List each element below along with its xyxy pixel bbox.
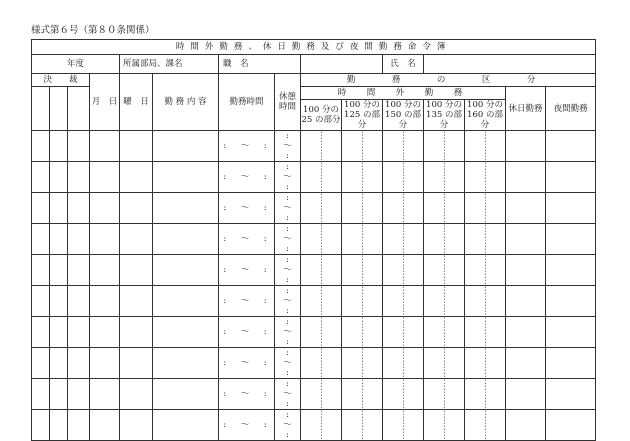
work-content-cell[interactable] — [153, 224, 219, 255]
approval-cell[interactable] — [32, 286, 50, 317]
approval-cell[interactable] — [32, 255, 50, 286]
night-work-cell[interactable] — [546, 255, 596, 286]
night-work-cell[interactable] — [546, 348, 596, 379]
work-hours-cell[interactable]: : 〜 : — [219, 131, 275, 162]
approval-cell[interactable] — [32, 317, 50, 348]
table-row — [32, 162, 596, 193]
entry-rows — [32, 131, 596, 441]
night-work-cell[interactable] — [546, 131, 596, 162]
overtime-order-register — [31, 39, 596, 441]
month-day-cell[interactable] — [90, 348, 120, 379]
table-row — [32, 286, 596, 317]
month-day-cell[interactable] — [90, 410, 120, 441]
approval-slot-2[interactable] — [50, 87, 68, 131]
rate-25-header: 100 分の 25 の部分 — [301, 100, 342, 131]
holiday-work-cell[interactable] — [506, 131, 546, 162]
rate-150-header: 100 分の 150 の部分 — [383, 100, 424, 131]
approval-cell[interactable] — [50, 224, 68, 255]
break-time-cell[interactable]: : 〜 : — [275, 286, 301, 317]
holiday-work-cell[interactable] — [506, 348, 546, 379]
table-row — [32, 317, 596, 348]
weekday-cell[interactable] — [120, 193, 153, 224]
rate-160-cell[interactable] — [465, 286, 506, 317]
rate-125-cell[interactable] — [342, 131, 383, 162]
rate-25-cell[interactable] — [301, 131, 342, 162]
rate-25-cell[interactable] — [301, 224, 342, 255]
break-time-header: 休憩時間 — [275, 74, 301, 131]
rate-125-cell[interactable] — [342, 348, 383, 379]
break-time-cell[interactable]: : 〜 : — [275, 379, 301, 410]
work-content-cell[interactable] — [153, 162, 219, 193]
night-work-cell[interactable] — [546, 410, 596, 441]
holiday-work-cell[interactable] — [506, 286, 546, 317]
approval-slot-1[interactable] — [32, 87, 50, 131]
month-day-cell[interactable] — [90, 255, 120, 286]
rate-135-cell[interactable] — [424, 193, 465, 224]
holiday-work-cell[interactable] — [506, 410, 546, 441]
rate-135-cell[interactable] — [424, 286, 465, 317]
work-hours-cell[interactable]: : 〜 : — [219, 348, 275, 379]
rate-160-cell[interactable] — [465, 255, 506, 286]
approval-cell[interactable] — [68, 162, 90, 193]
work-hours-cell[interactable]: : 〜 : — [219, 255, 275, 286]
work-content-cell[interactable] — [153, 255, 219, 286]
rate-160-cell[interactable] — [465, 162, 506, 193]
night-work-cell[interactable] — [546, 162, 596, 193]
name-value[interactable] — [424, 55, 596, 74]
approval-cell[interactable] — [50, 286, 68, 317]
rate-135-cell[interactable] — [424, 224, 465, 255]
rate-160-cell[interactable] — [465, 193, 506, 224]
rate-150-cell[interactable] — [383, 317, 424, 348]
night-work-cell[interactable] — [546, 317, 596, 348]
approval-cell[interactable] — [50, 255, 68, 286]
approval-cell[interactable] — [68, 193, 90, 224]
work-hours-cell[interactable]: : 〜 : — [219, 224, 275, 255]
rate-25-cell[interactable] — [301, 379, 342, 410]
holiday-work-header: 休日勤務 — [506, 87, 546, 131]
break-time-cell[interactable]: : 〜 : — [275, 410, 301, 441]
rate-135-cell[interactable] — [424, 162, 465, 193]
rate-135-cell[interactable] — [424, 410, 465, 441]
rate-135-header: 100 分の 135 の部分 — [424, 100, 465, 131]
work-content-cell[interactable] — [153, 131, 219, 162]
rate-125-cell[interactable] — [342, 410, 383, 441]
rate-25-cell[interactable] — [301, 348, 342, 379]
rate-150-cell[interactable] — [383, 348, 424, 379]
weekday-header: 曜 日 — [120, 74, 153, 131]
holiday-work-cell[interactable] — [506, 193, 546, 224]
fiscal-year-label: 年度 — [32, 55, 120, 74]
rate-125-cell[interactable] — [342, 193, 383, 224]
weekday-cell[interactable] — [120, 348, 153, 379]
work-hours-header: 勤務時間 — [219, 74, 275, 131]
work-hours-cell[interactable]: : 〜 : — [219, 286, 275, 317]
rate-25-cell[interactable] — [301, 286, 342, 317]
weekday-cell[interactable] — [120, 379, 153, 410]
night-work-cell[interactable] — [546, 379, 596, 410]
work-content-cell[interactable] — [153, 286, 219, 317]
weekday-cell[interactable] — [120, 317, 153, 348]
approval-cell[interactable] — [68, 131, 90, 162]
break-time-cell[interactable]: : 〜 : — [275, 131, 301, 162]
rate-160-cell[interactable] — [465, 224, 506, 255]
rate-150-cell[interactable] — [383, 162, 424, 193]
holiday-work-cell[interactable] — [506, 255, 546, 286]
approval-cell[interactable] — [50, 379, 68, 410]
approval-cell[interactable] — [50, 348, 68, 379]
rate-125-header: 100 分の 125 の部分 — [342, 100, 383, 131]
rate-150-cell[interactable] — [383, 131, 424, 162]
approval-cell[interactable] — [32, 379, 50, 410]
approval-cell[interactable] — [68, 317, 90, 348]
rate-150-cell[interactable] — [383, 255, 424, 286]
rate-160-cell[interactable] — [465, 131, 506, 162]
approval-slot-3[interactable] — [68, 87, 90, 131]
rate-125-cell[interactable] — [342, 317, 383, 348]
break-time-cell[interactable]: : 〜 : — [275, 193, 301, 224]
rate-160-header: 100 分の 160 の部分 — [465, 100, 506, 131]
table-row — [32, 379, 596, 410]
rate-150-cell[interactable] — [383, 193, 424, 224]
break-time-cell[interactable]: : 〜 : — [275, 255, 301, 286]
night-work-header: 夜間勤務 — [546, 87, 596, 131]
month-day-cell[interactable] — [90, 286, 120, 317]
approval-cell[interactable] — [32, 162, 50, 193]
job-title-value[interactable] — [301, 55, 383, 74]
table-row — [32, 193, 596, 224]
table-row — [32, 131, 596, 162]
approval-cell[interactable] — [50, 410, 68, 441]
work-content-header: 勤 務 内 容 — [153, 74, 219, 131]
rate-160-cell[interactable] — [465, 379, 506, 410]
rate-160-cell[interactable] — [465, 410, 506, 441]
work-hours-cell[interactable]: : 〜 : — [219, 379, 275, 410]
work-content-cell[interactable] — [153, 410, 219, 441]
weekday-cell[interactable] — [120, 224, 153, 255]
register-title: 時間外勤務、休日勤務及び夜間勤務命令簿 — [32, 40, 596, 55]
rate-125-cell[interactable] — [342, 379, 383, 410]
rate-25-cell[interactable] — [301, 255, 342, 286]
approval-cell[interactable] — [32, 348, 50, 379]
month-day-cell[interactable] — [90, 162, 120, 193]
rate-135-cell[interactable] — [424, 317, 465, 348]
table-row — [32, 410, 596, 441]
break-time-cell[interactable]: : 〜 : — [275, 348, 301, 379]
work-content-cell[interactable] — [153, 317, 219, 348]
weekday-cell[interactable] — [120, 131, 153, 162]
night-work-cell[interactable] — [546, 193, 596, 224]
rate-25-cell[interactable] — [301, 317, 342, 348]
approval-cell[interactable] — [32, 410, 50, 441]
rate-125-cell[interactable] — [342, 286, 383, 317]
approval-cell[interactable] — [68, 286, 90, 317]
rate-135-cell[interactable] — [424, 255, 465, 286]
approval-cell[interactable] — [32, 193, 50, 224]
approval-cell[interactable] — [68, 410, 90, 441]
table-row — [32, 255, 596, 286]
night-work-cell[interactable] — [546, 224, 596, 255]
work-hours-cell[interactable]: : 〜 : — [219, 317, 275, 348]
rate-125-cell[interactable] — [342, 162, 383, 193]
break-time-cell[interactable]: : 〜 : — [275, 224, 301, 255]
job-title-label: 職 名 — [219, 55, 301, 74]
holiday-work-cell[interactable] — [506, 379, 546, 410]
month-day-cell[interactable] — [90, 379, 120, 410]
month-day-cell[interactable] — [90, 224, 120, 255]
rate-150-cell[interactable] — [383, 410, 424, 441]
approval-cell[interactable] — [68, 348, 90, 379]
weekday-cell[interactable] — [120, 286, 153, 317]
night-work-cell[interactable] — [546, 286, 596, 317]
approval-cell[interactable] — [50, 317, 68, 348]
holiday-work-cell[interactable] — [506, 162, 546, 193]
weekday-cell[interactable] — [120, 410, 153, 441]
rate-25-cell[interactable] — [301, 193, 342, 224]
work-hours-cell[interactable]: : 〜 : — [219, 410, 275, 441]
work-hours-cell[interactable]: : 〜 : — [219, 162, 275, 193]
weekday-cell[interactable] — [120, 255, 153, 286]
rate-160-cell[interactable] — [465, 317, 506, 348]
month-day-cell[interactable] — [90, 131, 120, 162]
approval-cell[interactable] — [50, 193, 68, 224]
work-hours-cell[interactable]: : 〜 : — [219, 193, 275, 224]
rate-25-cell[interactable] — [301, 410, 342, 441]
rate-150-cell[interactable] — [383, 286, 424, 317]
month-day-cell[interactable] — [90, 193, 120, 224]
name-label: 氏 名 — [383, 55, 424, 74]
rate-135-cell[interactable] — [424, 348, 465, 379]
rate-125-cell[interactable] — [342, 224, 383, 255]
rate-25-cell[interactable] — [301, 162, 342, 193]
rate-150-cell[interactable] — [383, 224, 424, 255]
overtime-header: 時 間 外 勤 務 — [301, 87, 506, 100]
approval-cell[interactable] — [32, 224, 50, 255]
table-row — [32, 224, 596, 255]
form-number-caption: 様式第６号（第８０条関係） — [31, 25, 155, 36]
department-label: 所属部局、課名 — [120, 55, 219, 74]
approval-cell[interactable] — [50, 131, 68, 162]
approval-header: 決 裁 — [32, 74, 90, 87]
table-row — [32, 348, 596, 379]
work-content-cell[interactable] — [153, 348, 219, 379]
work-content-cell[interactable] — [153, 193, 219, 224]
work-category-header: 勤 務 の 区 分 — [301, 74, 596, 87]
month-day-header: 月 日 — [90, 74, 120, 131]
approval-cell[interactable] — [32, 131, 50, 162]
rate-135-cell[interactable] — [424, 379, 465, 410]
rate-135-cell[interactable] — [424, 131, 465, 162]
approval-cell[interactable] — [68, 255, 90, 286]
holiday-work-cell[interactable] — [506, 317, 546, 348]
month-day-cell[interactable] — [90, 317, 120, 348]
holiday-work-cell[interactable] — [506, 224, 546, 255]
approval-cell[interactable] — [50, 162, 68, 193]
rate-125-cell[interactable] — [342, 255, 383, 286]
break-time-cell[interactable]: : 〜 : — [275, 162, 301, 193]
approval-cell[interactable] — [68, 224, 90, 255]
approval-cell[interactable] — [68, 379, 90, 410]
rate-160-cell[interactable] — [465, 348, 506, 379]
weekday-cell[interactable] — [120, 162, 153, 193]
rate-150-cell[interactable] — [383, 379, 424, 410]
work-content-cell[interactable] — [153, 379, 219, 410]
break-time-cell[interactable]: : 〜 : — [275, 317, 301, 348]
